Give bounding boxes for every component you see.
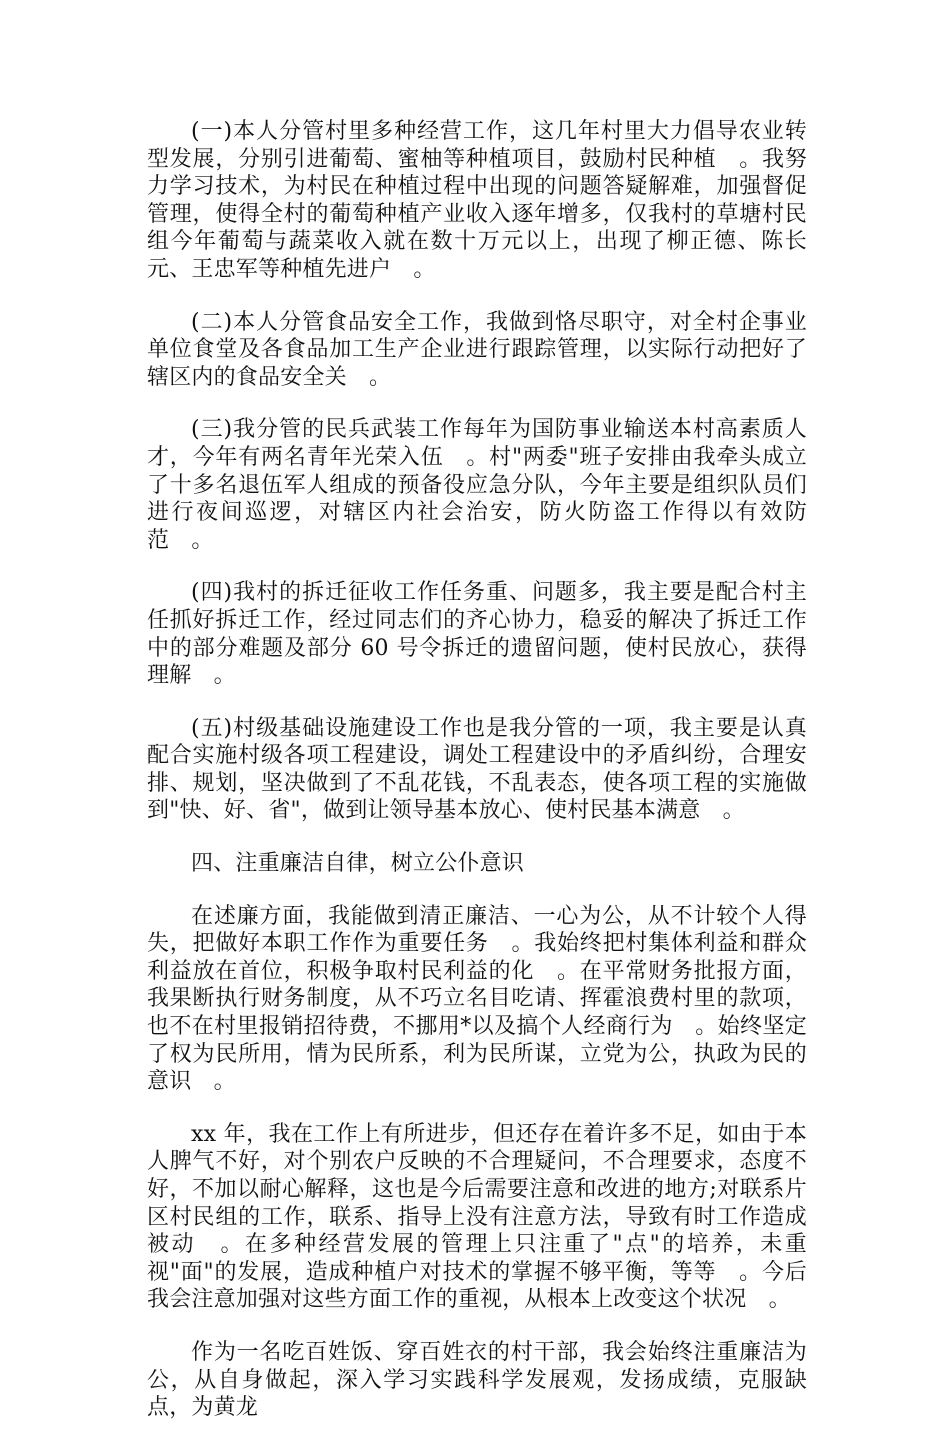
section-heading: 四、注重廉洁自律，树立公仆意识 [191, 851, 525, 877]
document-page [147, 118, 807, 1447]
paragraph-1: (一)本人分管村里多种经营工作，这几年村里大力倡导农业转型发展，分别引进葡萄、蜜柚等种植项目，鼓励村民种植 。我努力学习技术，为村民在种植过程中出现的问题答疑解难，加强督促管理，使得全村的葡萄种植产业收入逐年增多，仅我村的草塘村民组今年葡萄与蔬菜收入就在数十万元以上，出现了柳正德、陈长元、王忠军等种植先进户 。 [147, 119, 807, 282]
paragraph-4: (四)我村的拆迁征收工作任务重、问题多，我主要是配合村主任抓好拆迁工作，经过同志们的齐心协力，稳妥的解决了拆迁工作中的部分难题及部分 60 号令拆迁的遗留问题，使村民放心，获得理解 。 [147, 580, 807, 689]
paragraph-2: (二)本人分管食品安全工作，我做到恪尽职守，对全村企事业单位食堂及各食品加工生产企业进行跟踪管理，以实际行动把好了辖区内的食品安全关 。 [147, 309, 807, 390]
paragraph-6: 在述廉方面，我能做到清正廉洁、一心为公，从不计较个人得失，把做好本职工作作为重要任务 。我始终把村集体利益和群众利益放在首位，积极争取村民利益的化 。在平常财务批报方面，我果断执行财务制度，从不巧立名目吃请、挥霍浪费村里的款项，也不在村里报销招待费，不挪用*以及搞个人经商行为 。始终坚定了权为民所用，情为民所系，利为民所谋，立党为公，执政为民的意识 。 [147, 903, 807, 1095]
paragraph-8: 作为一名吃百姓饭、穿百姓衣的村干部，我会始终注重廉洁为公，从自身做起，深入学习实践科学发展观，发扬成绩，克服缺点，为黄龙 [147, 1339, 807, 1421]
paragraph-5: (五)村级基础设施建设工作也是我分管的一项，我主要是认真配合实施村级各项工程建设，调处工程建设中的矛盾纠纷，合理安排、规划，坚决做到了不乱花钱，不乱表态，使各项工程的实施做到"快、好、省"，做到让领导基本放心、使村民基本满意 。 [147, 715, 807, 824]
paragraph-3: (三)我分管的民兵武装工作每年为国防事业输送本村高素质人才，今年有两名青年光荣入伍 。村"两委"班子安排由我牵头成立了十多名退伍军人组成的预备役应急分队，今年主要是组织队员们进行夜间巡逻，对辖区内社会治安，防火防盗工作得以有效防范 。 [147, 417, 807, 553]
paragraph-7: xx 年，我在工作上有所进步，但还存在着许多不足，如由于本人脾气不好，对个别农户反映的不合理疑问，不合理要求，态度不好，不加以耐心解释，这也是今后需要注意和改进的地方;对联系片区村民组的工作，联系、指导上没有注意方法，导致有时工作造成被动 。在多种经营发展的管理上只注重了"点"的培养，未重视"面"的发展，造成种植户对技术的掌握不够平衡，等等 。今后我会注意加强对这些方面工作的重视，从根本上改变这个状况 。 [147, 1121, 807, 1313]
